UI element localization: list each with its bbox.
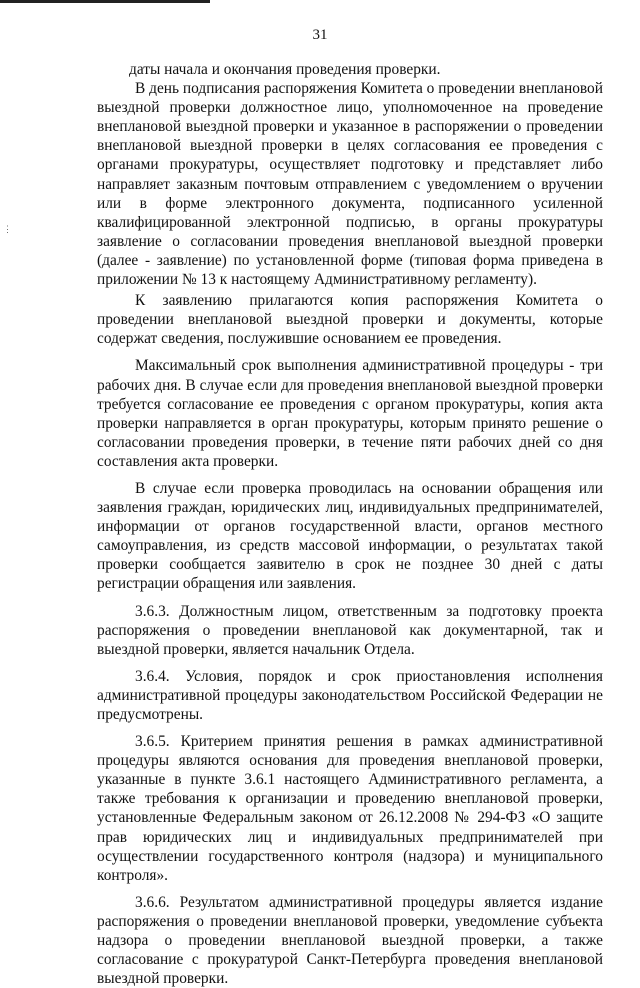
paragraph-3-6-5: 3.6.5. Критерием принятия решения в рамках административной процедуры являются основания для проведения внеплановой проверки, указанные в пункте 3.6.1 настоящего Административного регламента, а также требования к организации и проведению внеплановой проверки, установленные Федеральным законом от 26.12.2008 № 294-ФЗ «О защите прав юридических лиц и индивидуальных предпринимателей при осуществлении государственного контроля (надзора) и муниципального контроля».: [97, 733, 603, 884]
paragraph-3-6-4: 3.6.4. Условия, порядок и срок приостановления исполнения административной процедуры законодательством Российской Федерации не предусмотрены.: [97, 667, 603, 723]
paragraph-attachments: К заявлению прилагаются копия распоряжения Комитета о проведении внеплановой выездной проверки и документы, которые содержат сведения, послужившие основанием ее проведения.: [97, 292, 603, 348]
paragraph-continuation: даты начала и окончания проведения проверки.: [129, 61, 441, 78]
paragraph-appeal-result: В случае если проверка проводилась на основании обращения или заявления граждан, юридических лиц, индивидуальных предпринимателей, информации от органов государственной власти, органов местного самоуправления, из средств массовой информации, о результатах такой проверки сообщается заявителю в срок не позднее 30 дней с даты регистрации обращения или заявления.: [97, 479, 603, 593]
paragraph-submission: В день подписания распоряжения Комитета о проведении внеплановой выездной проверки должностное лицо, уполномоченное на проведение внеплановой выездной проверки и указанное в распоряжении о проведении внеплановой выездной проверки в целях согласования ее проведения с органами прокуратуры, осуществляет подготовку и представляет либо направляет заказным почтовым отправлением с уведомлением о вручении или в форме электронного документа, подписанного усиленной квалифицированной электронной подписью, в органы прокуратуры заявление о согласовании проведения внеплановой выездной проверки (далее - заявление) по установленной форме (типовая форма приведена в приложении № 13 к настоящему Административному регламенту).: [97, 80, 603, 289]
document-body: [97, 60, 603, 988]
paragraph-3-6-3: 3.6.3. Должностным лицом, ответственным за подготовку проекта распоряжения о проведении внеплановой как документарной, так и выездной проверки, является начальник Отдела.: [97, 602, 603, 658]
paragraph-max-term: Максимальный срок выполнения административной процедуры - три рабочих дня. В случае если для проведения внеплановой выездной проверки требуется согласование ее проведения с органом прокуратуры, копия акта проверки направляется в орган прокуратуры, которым принято решение о согласовании проведения проверки, в течение пяти рабочих дней со дня составления акта проверки.: [97, 357, 603, 470]
top-rule: [0, 0, 210, 3]
page-number: 31: [312, 27, 328, 43]
margin-mark: ⋮: [3, 224, 12, 234]
paragraph-3-6-6: 3.6.6. Результатом административной процедуры является издание распоряжения о проведении внеплановой проверки, уведомление субъекта надзора о проведении внеплановой выездной проверки, а также согласование с прокуратурой Санкт-Петербурга проведения внеплановой выездной проверки.: [97, 893, 603, 988]
